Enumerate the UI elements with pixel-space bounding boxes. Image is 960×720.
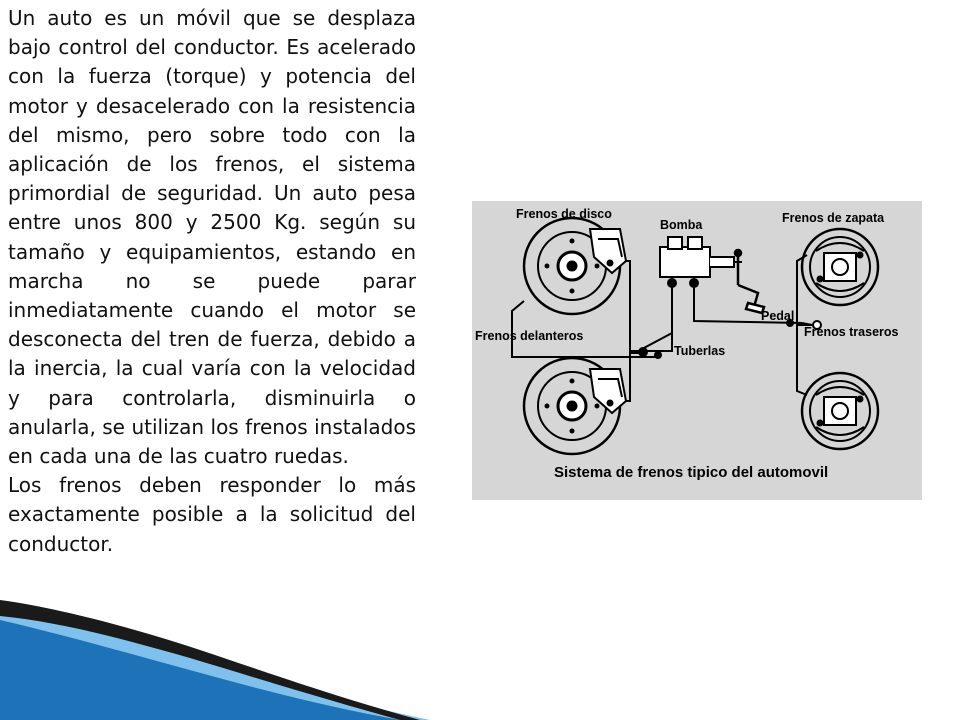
front-left-disc-brake: [524, 218, 626, 314]
body-text: [8, 4, 416, 559]
label-front-disc: Frenos de disco: [516, 207, 612, 221]
figure-caption: Sistema de frenos tipico del automovil: [554, 464, 829, 481]
decorative-swoosh: [0, 560, 960, 720]
rear-left-drum-brake: [802, 229, 878, 305]
label-pedal: Pedal: [761, 309, 795, 323]
brake-system-diagram: [472, 201, 922, 500]
front-right-disc-brake: [524, 358, 626, 454]
label-rear-brakes: Frenos traseros: [804, 325, 899, 339]
brake-pedal: [735, 250, 764, 313]
master-cylinder-pump: [660, 237, 742, 287]
rear-right-drum-brake: [802, 373, 878, 449]
paragraph-2: Los frenos deben responder lo más exactamente posible a la solicitud del conductor.: [8, 473, 416, 556]
paragraph-1: Un auto es un móvil que se desplaza bajo control del conductor. Es acelerado con la fuerza (torque) y potencia del motor y desacelerado con la resistencia del mismo, pero sobre todo con la aplicación de los frenos, el sistema primordial de seguridad. Un auto pesa entre unos 800 y 2500 Kg. según su tamaño y equipamientos, estando en marcha no se puede parar inmediatamente cuando el motor se desconecta del tren de fuerza, debido a la inercia, la cual varía con la velocidad y para controlarla, disminuirla o anularla, se utilizan los frenos instalados en cada una de las cuatro ruedas.: [8, 6, 416, 469]
label-rear-drum: Frenos de zapata: [782, 211, 885, 225]
label-pump: Bomba: [660, 218, 703, 232]
label-lines: Tuberlas: [674, 344, 726, 358]
label-front-brakes: Frenos delanteros: [475, 329, 584, 343]
